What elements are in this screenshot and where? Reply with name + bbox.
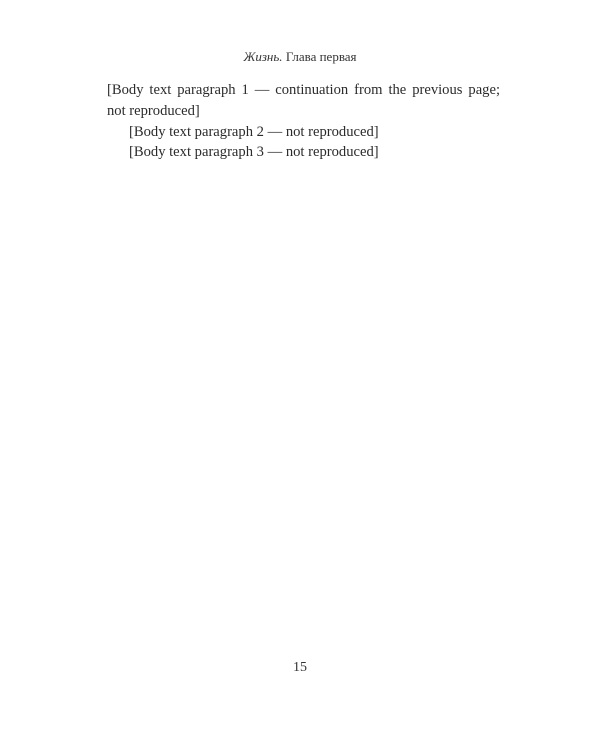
- running-head-book-title: Жизнь.: [243, 49, 283, 64]
- page-number: 15: [293, 660, 307, 675]
- body-paragraph-1: [Body text paragraph 1 — continuation from the previous page; not reproduced]: [107, 82, 500, 119]
- running-head: [0, 49, 600, 65]
- body-paragraph-2: [Body text paragraph 2 — not reproduced]: [129, 123, 379, 140]
- running-head-chapter: Глава первая: [285, 49, 357, 64]
- body-paragraph-3: [Body text paragraph 3 — not reproduced]: [129, 144, 379, 161]
- body-text: [107, 80, 500, 163]
